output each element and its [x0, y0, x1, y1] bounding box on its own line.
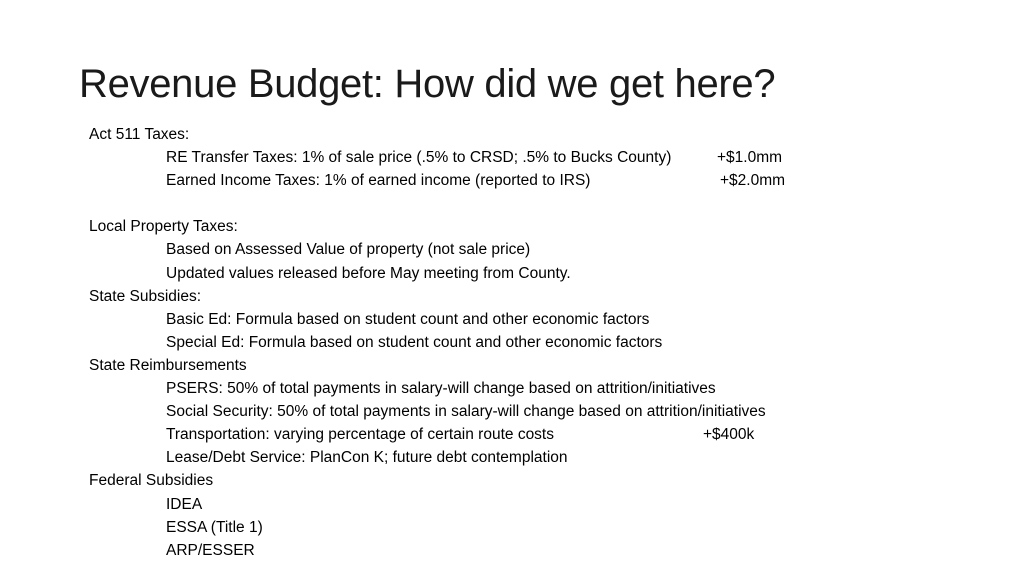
- section-heading-state-subsidies: State Subsidies:: [89, 287, 202, 305]
- item-text: RE Transfer Taxes: 1% of sale price (.5% to CRSD; .5% to Bucks County): [166, 149, 672, 167]
- section-heading-act511: Act 511 Taxes:: [89, 126, 190, 143]
- section-heading-local-property: Local Property Taxes:: [89, 218, 238, 236]
- list-item: ESSA (Title 1): [166, 518, 263, 536]
- list-item: ARP/ESSER: [166, 541, 255, 559]
- amount-value: +$400k: [703, 426, 755, 444]
- section-heading-federal-subsidies: Federal Subsidies: [89, 472, 214, 490]
- list-item: Basic Ed: Formula based on student count and other economic factors: [166, 310, 650, 328]
- amount-value: +$1.0mm: [717, 149, 783, 167]
- amount-value: +$2.0mm: [720, 172, 786, 190]
- list-item: PSERS: 50% of total payments in salary-will change based on attrition/initiatives: [166, 380, 716, 398]
- item-text: Transportation: varying percentage of certain route costs: [166, 426, 554, 444]
- section-heading-state-reimbursements: State Reimbursements: [89, 356, 247, 374]
- slide-title: Revenue Budget: How did we get here?: [79, 62, 776, 106]
- slide-body: [89, 123, 989, 562]
- list-item: IDEA: [166, 495, 203, 513]
- list-item: Updated values released before May meeting from County.: [166, 264, 571, 282]
- item-text: Earned Income Taxes: 1% of earned income (reported to IRS): [166, 172, 591, 190]
- list-item: [89, 169, 989, 192]
- spacer: [89, 192, 989, 215]
- list-item: Lease/Debt Service: PlanCon K; future debt contemplation: [166, 449, 568, 467]
- list-item: Special Ed: Formula based on student count and other economic factors: [166, 333, 663, 351]
- list-item: Based on Assessed Value of property (not sale price): [166, 241, 531, 259]
- list-item: [89, 146, 989, 169]
- list-item: Social Security: 50% of total payments in salary-will change based on attrition/initiatives: [166, 403, 766, 421]
- list-item: [89, 423, 989, 446]
